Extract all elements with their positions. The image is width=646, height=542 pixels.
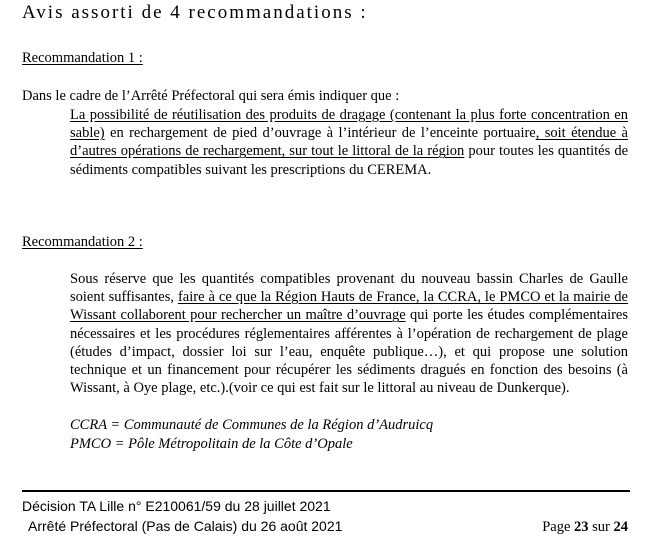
pmco-definition: PMCO = Pôle Métropolitain de la Côte d’Opale	[70, 436, 353, 452]
footer-arrete-reference: Arrêté Préfectoral (Pas de Calais) du 26 août 2021	[28, 518, 343, 534]
recommendation-1-body	[70, 106, 628, 179]
page-current: 23	[574, 519, 589, 535]
page-separator: sur	[592, 519, 610, 535]
recommendation-1-title: Recommandation 1 :	[22, 50, 143, 66]
ccra-definition: CCRA = Communauté de Communes de la Région d’Audruicq	[70, 417, 434, 433]
footer-decision-reference: Décision TA Lille n° E210061/59 du 28 juillet 2021	[22, 498, 331, 514]
page-number	[542, 519, 628, 536]
recommendation-1-text-1: en rechargement de pied d’ouvrage à l’intérieur de l’enceinte portuaire	[104, 125, 536, 142]
page-label: Page	[542, 519, 571, 535]
document-heading: Avis assorti de 4 recommandations :	[22, 2, 368, 23]
recommendation-2-body	[70, 270, 628, 397]
recommendation-1-intro: Dans le cadre de l’Arrêté Préfectoral qui sera émis indiquer que :	[22, 88, 400, 104]
page-total: 24	[613, 519, 628, 535]
recommendation-2-underlined: faire à ce que la Région Hauts de France, la CCRA, le PMCO et la mairie de Wissant collaborent pour rechercher un maître d’ouvrage	[70, 289, 628, 324]
recommendation-1-text-2: pour toutes les quantités de sédiments compatibles suivant les prescriptions du CEREMA.	[70, 143, 629, 178]
recommendation-2-title: Recommandation 2 :	[22, 234, 143, 250]
footer-divider	[22, 490, 630, 492]
recommendation-2-text-2: qui porte les études complémentaires nécessaires et les procédures réglementaires afférentes à l’opération de rechargement de plage (études d’impact, dossier loi sur l’eau, enquête publique…), et qui propose une solution technique et un financement pour récupérer les sédiments dragués en fonction des besoins (à Wissant, à Oye plage, etc.).(voir ce qui est fait sur le littoral au niveau de Dunkerque).	[70, 307, 629, 397]
recommendation-1-underlined-1: La possibilité de réutilisation des produits de dragage (contenant la plus forte concentration en sable)	[70, 107, 628, 142]
recommendation-2-text-1: Sous réserve que les quantités compatibles provenant du nouveau bassin Charles de Gaulle soient suffisantes,	[70, 271, 628, 306]
recommendation-1-underlined-2: , soit étendue à d’autres opérations de rechargement, sur tout le littoral de la région	[70, 125, 628, 160]
